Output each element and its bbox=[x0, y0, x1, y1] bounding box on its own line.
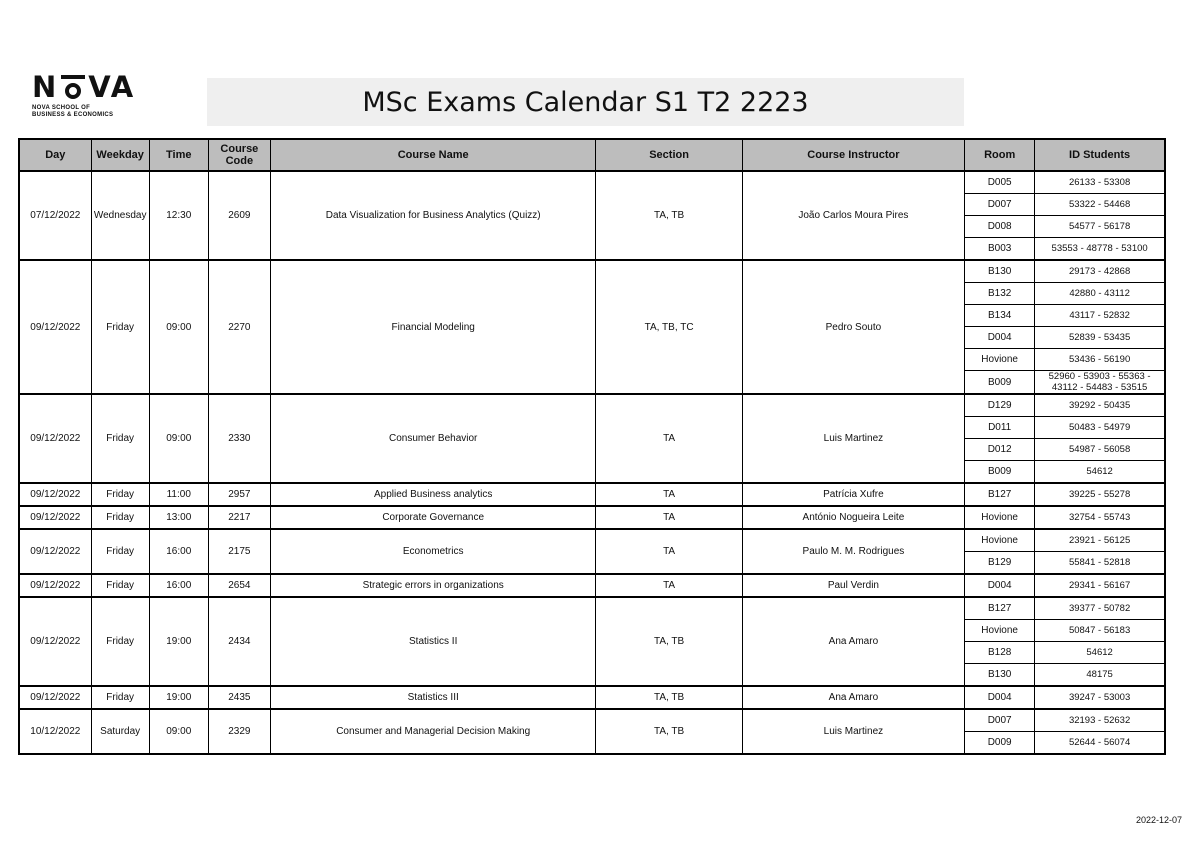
cell-id-students: 53553 - 48778 - 53100 bbox=[1035, 238, 1165, 261]
cell-id-students: 50847 - 56183 bbox=[1035, 620, 1165, 642]
cell-course-code: 2175 bbox=[208, 529, 270, 574]
cell-course-name: Strategic errors in organizations bbox=[270, 574, 596, 597]
table-row bbox=[19, 394, 1165, 417]
cell-course-name: Statistics III bbox=[270, 686, 596, 709]
cell-weekday: Friday bbox=[91, 260, 149, 394]
cell-id-students: 55841 - 52818 bbox=[1035, 552, 1165, 575]
exam-group bbox=[19, 574, 1165, 597]
cell-instructor: Luis Martinez bbox=[742, 394, 964, 483]
header-section: Section bbox=[596, 139, 742, 171]
cell-room: D008 bbox=[965, 216, 1035, 238]
cell-id-students: 32193 - 52632 bbox=[1035, 709, 1165, 732]
cell-id-students: 39247 - 53003 bbox=[1035, 686, 1165, 709]
cell-id-students: 43117 - 52832 bbox=[1035, 305, 1165, 327]
cell-room: B128 bbox=[965, 642, 1035, 664]
cell-time: 19:00 bbox=[149, 597, 208, 686]
cell-section: TA bbox=[596, 483, 742, 506]
cell-weekday: Friday bbox=[91, 483, 149, 506]
page-title: MSc Exams Calendar S1 T2 2223 bbox=[362, 86, 809, 118]
cell-day: 09/12/2022 bbox=[19, 394, 91, 483]
cell-id-students: 32754 - 55743 bbox=[1035, 506, 1165, 529]
table-row bbox=[19, 529, 1165, 552]
cell-course-name: Consumer and Managerial Decision Making bbox=[270, 709, 596, 754]
cell-id-students: 54987 - 56058 bbox=[1035, 439, 1165, 461]
cell-room: D004 bbox=[965, 574, 1035, 597]
cell-id-students: 52839 - 53435 bbox=[1035, 327, 1165, 349]
exam-group bbox=[19, 506, 1165, 529]
cell-instructor: Paul Verdin bbox=[742, 574, 964, 597]
cell-course-code: 2329 bbox=[208, 709, 270, 754]
nova-sbe-logo bbox=[32, 69, 142, 122]
logo-o-icon bbox=[61, 75, 85, 99]
cell-room: Hovione bbox=[965, 349, 1035, 371]
cell-course-code: 2609 bbox=[208, 171, 270, 260]
cell-id-students: 52960 - 53903 - 55363 - 43112 - 54483 - 53515 bbox=[1035, 371, 1165, 395]
cell-id-students: 42880 - 43112 bbox=[1035, 283, 1165, 305]
cell-id-students: 54577 - 56178 bbox=[1035, 216, 1165, 238]
cell-room: D007 bbox=[965, 194, 1035, 216]
cell-time: 16:00 bbox=[149, 574, 208, 597]
cell-room: D012 bbox=[965, 439, 1035, 461]
cell-course-name: Applied Business analytics bbox=[270, 483, 596, 506]
cell-day: 09/12/2022 bbox=[19, 574, 91, 597]
cell-room: D129 bbox=[965, 394, 1035, 417]
cell-course-name: Consumer Behavior bbox=[270, 394, 596, 483]
header-instructor: Course Instructor bbox=[742, 139, 964, 171]
table-row bbox=[19, 171, 1165, 194]
cell-room: B009 bbox=[965, 371, 1035, 395]
cell-id-students: 26133 - 53308 bbox=[1035, 171, 1165, 194]
cell-instructor: Patrícia Xufre bbox=[742, 483, 964, 506]
cell-room: B130 bbox=[965, 260, 1035, 283]
cell-id-students: 39377 - 50782 bbox=[1035, 597, 1165, 620]
logo-subtitle bbox=[32, 105, 142, 119]
cell-section: TA, TB bbox=[596, 686, 742, 709]
exam-group bbox=[19, 171, 1165, 260]
cell-section: TA, TB bbox=[596, 171, 742, 260]
cell-room: D007 bbox=[965, 709, 1035, 732]
cell-instructor: João Carlos Moura Pires bbox=[742, 171, 964, 260]
exam-group bbox=[19, 529, 1165, 574]
cell-room: B003 bbox=[965, 238, 1035, 261]
cell-id-students: 23921 - 56125 bbox=[1035, 529, 1165, 552]
cell-course-name: Econometrics bbox=[270, 529, 596, 574]
cell-section: TA bbox=[596, 506, 742, 529]
cell-day: 09/12/2022 bbox=[19, 686, 91, 709]
header-row bbox=[19, 139, 1165, 171]
cell-day: 09/12/2022 bbox=[19, 529, 91, 574]
exam-group bbox=[19, 597, 1165, 686]
cell-course-name: Statistics II bbox=[270, 597, 596, 686]
cell-instructor: António Nogueira Leite bbox=[742, 506, 964, 529]
cell-course-name: Corporate Governance bbox=[270, 506, 596, 529]
cell-section: TA bbox=[596, 394, 742, 483]
cell-room: B009 bbox=[965, 461, 1035, 484]
cell-section: TA, TB bbox=[596, 709, 742, 754]
header-time: Time bbox=[149, 139, 208, 171]
cell-time: 16:00 bbox=[149, 529, 208, 574]
cell-room: D004 bbox=[965, 327, 1035, 349]
cell-id-students: 53436 - 56190 bbox=[1035, 349, 1165, 371]
cell-course-code: 2330 bbox=[208, 394, 270, 483]
cell-section: TA bbox=[596, 574, 742, 597]
cell-id-students: 54612 bbox=[1035, 642, 1165, 664]
cell-weekday: Friday bbox=[91, 506, 149, 529]
cell-course-code: 2957 bbox=[208, 483, 270, 506]
logo-letters-va: VA bbox=[88, 69, 136, 104]
exam-group bbox=[19, 394, 1165, 483]
cell-room: D005 bbox=[965, 171, 1035, 194]
cell-instructor: Luis Martinez bbox=[742, 709, 964, 754]
cell-course-code: 2435 bbox=[208, 686, 270, 709]
cell-room: B129 bbox=[965, 552, 1035, 575]
cell-instructor: Pedro Souto bbox=[742, 260, 964, 394]
cell-room: B127 bbox=[965, 483, 1035, 506]
cell-day: 09/12/2022 bbox=[19, 483, 91, 506]
exam-group bbox=[19, 686, 1165, 709]
footer-date: 2022-12-07 bbox=[1135, 815, 1182, 825]
cell-instructor: Ana Amaro bbox=[742, 686, 964, 709]
cell-room: D011 bbox=[965, 417, 1035, 439]
cell-weekday: Friday bbox=[91, 574, 149, 597]
cell-section: TA, TB bbox=[596, 597, 742, 686]
exam-group bbox=[19, 709, 1165, 754]
cell-time: 09:00 bbox=[149, 394, 208, 483]
table-row bbox=[19, 597, 1165, 620]
exams-table bbox=[18, 138, 1166, 755]
cell-time: 13:00 bbox=[149, 506, 208, 529]
cell-room: B134 bbox=[965, 305, 1035, 327]
exam-group bbox=[19, 260, 1165, 394]
cell-day: 09/12/2022 bbox=[19, 260, 91, 394]
cell-time: 09:00 bbox=[149, 260, 208, 394]
header-course-code: Course Code bbox=[208, 139, 270, 171]
header-day: Day bbox=[19, 139, 91, 171]
header-weekday: Weekday bbox=[91, 139, 149, 171]
cell-id-students: 39292 - 50435 bbox=[1035, 394, 1165, 417]
header-room: Room bbox=[965, 139, 1035, 171]
cell-day: 10/12/2022 bbox=[19, 709, 91, 754]
cell-course-name: Financial Modeling bbox=[270, 260, 596, 394]
cell-section: TA, TB, TC bbox=[596, 260, 742, 394]
cell-room: D009 bbox=[965, 732, 1035, 755]
cell-id-students: 48175 bbox=[1035, 664, 1165, 687]
cell-day: 09/12/2022 bbox=[19, 597, 91, 686]
cell-course-name: Data Visualization for Business Analytics (Quizz) bbox=[270, 171, 596, 260]
cell-id-students: 52644 - 56074 bbox=[1035, 732, 1165, 755]
cell-course-code: 2654 bbox=[208, 574, 270, 597]
cell-time: 11:00 bbox=[149, 483, 208, 506]
cell-instructor: Ana Amaro bbox=[742, 597, 964, 686]
cell-room: B132 bbox=[965, 283, 1035, 305]
cell-section: TA bbox=[596, 529, 742, 574]
cell-weekday: Friday bbox=[91, 529, 149, 574]
table-row bbox=[19, 483, 1165, 506]
cell-id-students: 39225 - 55278 bbox=[1035, 483, 1165, 506]
cell-weekday: Friday bbox=[91, 686, 149, 709]
cell-room: Hovione bbox=[965, 620, 1035, 642]
logo-letter-n: N bbox=[32, 69, 59, 104]
cell-id-students: 50483 - 54979 bbox=[1035, 417, 1165, 439]
cell-course-code: 2270 bbox=[208, 260, 270, 394]
cell-room: Hovione bbox=[965, 529, 1035, 552]
header-id-students: ID Students bbox=[1035, 139, 1165, 171]
cell-id-students: 54612 bbox=[1035, 461, 1165, 484]
exam-group bbox=[19, 483, 1165, 506]
cell-time: 12:30 bbox=[149, 171, 208, 260]
cell-instructor: Paulo M. M. Rodrigues bbox=[742, 529, 964, 574]
logo-subtitle-line1: NOVA SCHOOL OF bbox=[32, 105, 91, 111]
cell-weekday: Friday bbox=[91, 597, 149, 686]
cell-room: B127 bbox=[965, 597, 1035, 620]
logo-wordmark bbox=[32, 69, 142, 104]
table-row bbox=[19, 709, 1165, 732]
cell-day: 09/12/2022 bbox=[19, 506, 91, 529]
table-row bbox=[19, 574, 1165, 597]
cell-weekday: Friday bbox=[91, 394, 149, 483]
cell-room: B130 bbox=[965, 664, 1035, 687]
table-row bbox=[19, 506, 1165, 529]
table-header bbox=[19, 139, 1165, 171]
cell-id-students: 53322 - 54468 bbox=[1035, 194, 1165, 216]
cell-time: 19:00 bbox=[149, 686, 208, 709]
cell-id-students: 29173 - 42868 bbox=[1035, 260, 1165, 283]
cell-room: Hovione bbox=[965, 506, 1035, 529]
cell-course-code: 2434 bbox=[208, 597, 270, 686]
cell-room: D004 bbox=[965, 686, 1035, 709]
table-row bbox=[19, 260, 1165, 283]
cell-time: 09:00 bbox=[149, 709, 208, 754]
title-banner bbox=[207, 78, 964, 126]
cell-weekday: Wednesday bbox=[91, 171, 149, 260]
cell-day: 07/12/2022 bbox=[19, 171, 91, 260]
cell-id-students: 29341 - 56167 bbox=[1035, 574, 1165, 597]
logo-subtitle-line2: BUSINESS & ECONOMICS bbox=[32, 112, 114, 118]
table-row bbox=[19, 686, 1165, 709]
header-course-name: Course Name bbox=[270, 139, 596, 171]
cell-weekday: Saturday bbox=[91, 709, 149, 754]
cell-course-code: 2217 bbox=[208, 506, 270, 529]
